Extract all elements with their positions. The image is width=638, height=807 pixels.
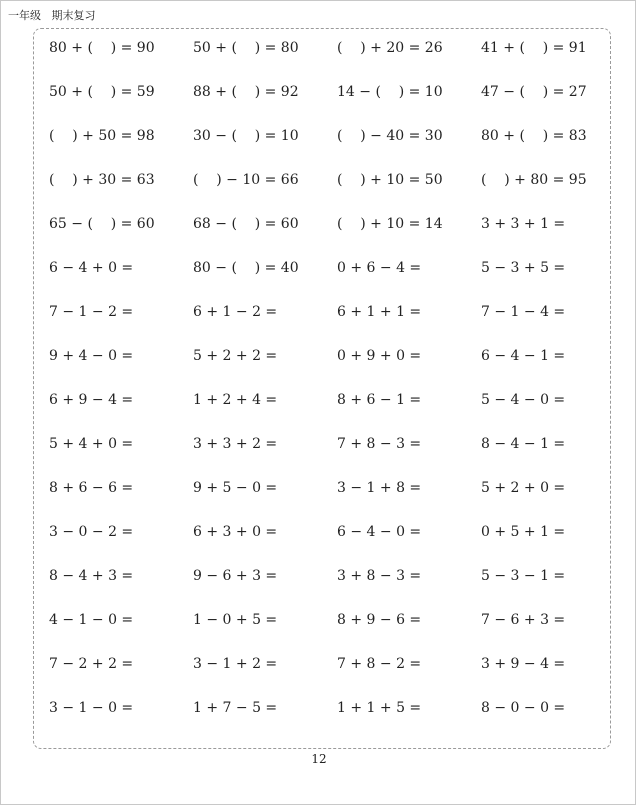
problem-item: ( ) + 10 = 14 — [337, 216, 443, 232]
problem-item: 0 + 9 + 0 = — [337, 348, 422, 364]
problems-panel — [33, 28, 611, 749]
problem-item: 8 + 9 − 6 = — [337, 612, 422, 628]
problem-item: 50 + ( ) = 59 — [49, 84, 155, 100]
problem-item: 5 − 4 − 0 = — [481, 392, 566, 408]
page-header: 一年级 期末复习 — [8, 9, 96, 22]
problem-item: 80 + ( ) = 90 — [49, 40, 155, 56]
problem-item: 4 − 1 − 0 = — [49, 612, 134, 628]
problem-item: 9 + 5 − 0 = — [193, 480, 278, 496]
problem-item: 7 − 1 − 4 = — [481, 304, 566, 320]
problem-item: 8 − 4 − 1 = — [481, 436, 566, 452]
problem-item: 6 − 4 + 0 = — [49, 260, 134, 276]
problem-item: 3 − 1 + 8 = — [337, 480, 422, 496]
problem-item: 80 + ( ) = 83 — [481, 128, 587, 144]
problem-item: ( ) − 40 = 30 — [337, 128, 443, 144]
problem-item: 8 − 0 − 0 = — [481, 700, 566, 716]
problem-item: 6 + 3 + 0 = — [193, 524, 278, 540]
problem-item: 7 − 6 + 3 = — [481, 612, 566, 628]
problem-item: 7 − 2 + 2 = — [49, 656, 134, 672]
problem-item: 9 + 4 − 0 = — [49, 348, 134, 364]
problem-item: 3 − 0 − 2 = — [49, 524, 134, 540]
problem-item: 3 + 9 − 4 = — [481, 656, 566, 672]
problem-item: 47 − ( ) = 27 — [481, 84, 587, 100]
problem-item: 1 + 7 − 5 = — [193, 700, 278, 716]
problem-item: 5 − 3 + 5 = — [481, 260, 566, 276]
problem-item: ( ) + 30 = 63 — [49, 172, 155, 188]
problem-item: 8 + 6 − 6 = — [49, 480, 134, 496]
problem-item: ( ) + 80 = 95 — [481, 172, 587, 188]
problem-item: 0 + 6 − 4 = — [337, 260, 422, 276]
problem-item: 1 + 2 + 4 = — [193, 392, 278, 408]
problem-item: ( ) + 10 = 50 — [337, 172, 443, 188]
problem-item: ( ) − 10 = 66 — [193, 172, 299, 188]
problem-item: 9 − 6 + 3 = — [193, 568, 278, 584]
problem-item: 41 + ( ) = 91 — [481, 40, 587, 56]
problem-item: ( ) + 50 = 98 — [49, 128, 155, 144]
problem-item: 5 + 2 + 0 = — [481, 480, 566, 496]
problem-item: 3 + 8 − 3 = — [337, 568, 422, 584]
problem-item: 30 − ( ) = 10 — [193, 128, 299, 144]
problem-item: 68 − ( ) = 60 — [193, 216, 299, 232]
problem-item: 1 + 1 + 5 = — [337, 700, 422, 716]
problem-item: ( ) + 20 = 26 — [337, 40, 443, 56]
problem-item: 6 + 9 − 4 = — [49, 392, 134, 408]
problems-grid — [49, 37, 611, 741]
problem-item: 5 + 2 + 2 = — [193, 348, 278, 364]
problem-item: 5 + 4 + 0 = — [49, 436, 134, 452]
problem-item: 6 − 4 − 1 = — [481, 348, 566, 364]
problem-item: 3 + 3 + 2 = — [193, 436, 278, 452]
problem-item: 0 + 5 + 1 = — [481, 524, 566, 540]
page-number: 12 — [311, 752, 327, 766]
problem-item: 88 + ( ) = 92 — [193, 84, 299, 100]
problem-item: 6 + 1 − 2 = — [193, 304, 278, 320]
problem-item: 80 − ( ) = 40 — [193, 260, 299, 276]
problem-item: 6 + 1 + 1 = — [337, 304, 422, 320]
problem-item: 7 + 8 − 2 = — [337, 656, 422, 672]
problem-item: 50 + ( ) = 80 — [193, 40, 299, 56]
problem-item: 65 − ( ) = 60 — [49, 216, 155, 232]
problem-item: 8 − 4 + 3 = — [49, 568, 134, 584]
problem-item: 1 − 0 + 5 = — [193, 612, 278, 628]
problem-item: 6 − 4 − 0 = — [337, 524, 422, 540]
problem-item: 3 − 1 + 2 = — [193, 656, 278, 672]
problem-item: 14 − ( ) = 10 — [337, 84, 443, 100]
problem-item: 3 − 1 − 0 = — [49, 700, 134, 716]
problem-item: 8 + 6 − 1 = — [337, 392, 422, 408]
problem-item: 5 − 3 − 1 = — [481, 568, 566, 584]
problem-item: 7 − 1 − 2 = — [49, 304, 134, 320]
problem-item: 7 + 8 − 3 = — [337, 436, 422, 452]
problem-item: 3 + 3 + 1 = — [481, 216, 566, 232]
